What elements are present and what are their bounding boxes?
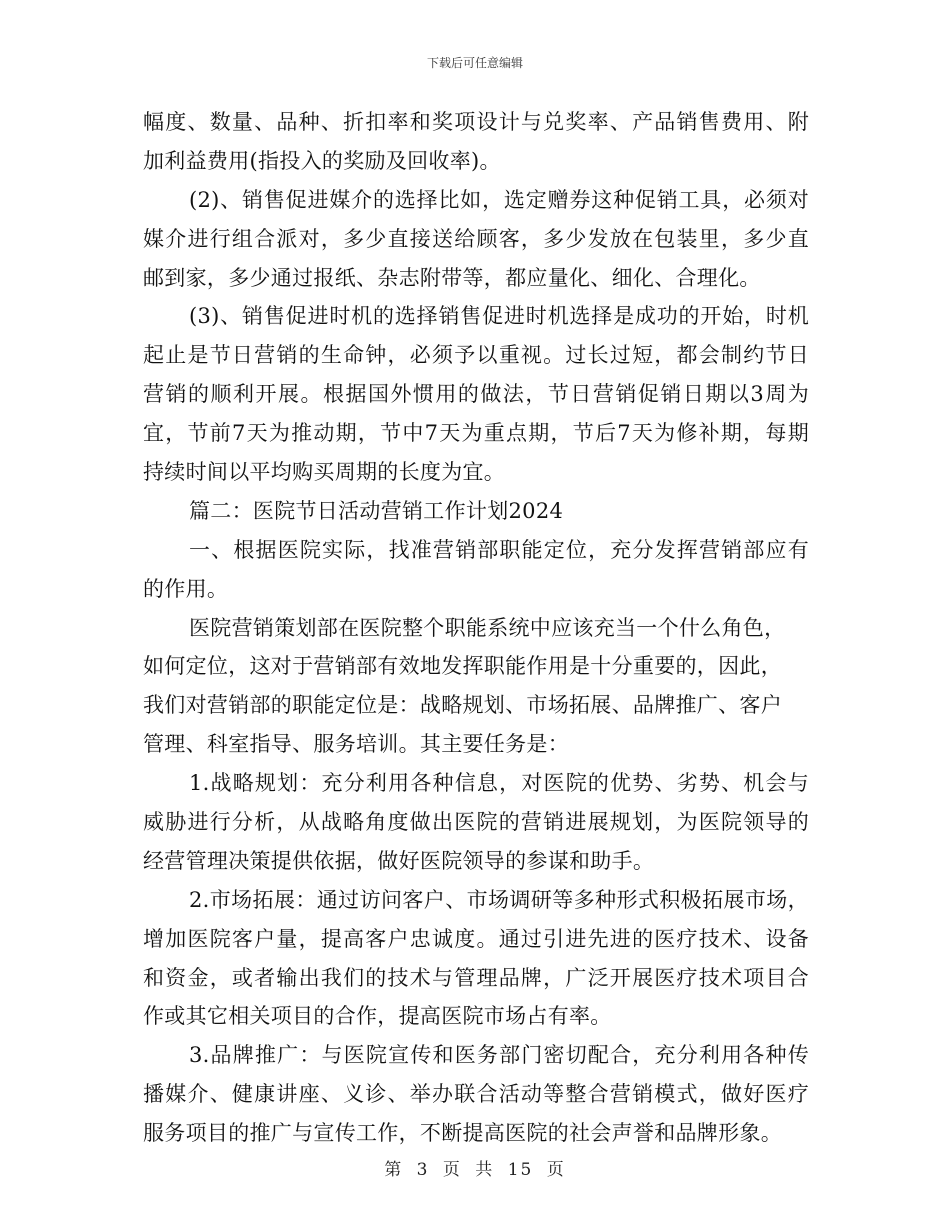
text-line: 增加医院客户量，提高客户忠诚度。通过引进先进的医疗技术、设备: [143, 926, 809, 951]
text-line: 媒介进行组合派对，多少直接送给顾客，多少发放在包装里，多少直: [143, 226, 809, 251]
text-line: 篇二：医院节日活动营销工作计划2024: [189, 498, 564, 523]
text-line: 加利益费用(指投入的奖励及回收率)。: [143, 148, 501, 173]
text-line: 幅度、数量、品种、折扣率和奖项设计与兑奖率、产品销售费用、附: [143, 110, 809, 134]
page-number: 第 3 页 共 15 页: [384, 1160, 566, 1180]
text-line: (3)、销售促进时机的选择销售促进时机选择是成功的开始，时机: [189, 304, 809, 329]
text-line: 持续时间以平均购买周期的长度为宜。: [143, 460, 506, 485]
text-line: 威胁进行分析，从战略角度做出医院的营销进展规划，为医院领导的: [143, 810, 809, 835]
page-header: 下载后可任意编辑: [426, 56, 523, 70]
text-line: 一、根据医院实际，找准营销部职能定位，充分发挥营销部应有: [189, 537, 809, 562]
text-line: 宜，节前7天为推动期，节中7天为重点期，节后7天为修补期，每期: [143, 421, 809, 446]
text-line: 我们对营销部的职能定位是：战略规划、市场拓展、品牌推广、客户: [143, 693, 782, 718]
text-line: 服务项目的推广与宣传工作，不断提高医院的社会声誉和品牌形象。: [143, 1121, 782, 1146]
text-line: 邮到家，多少通过报纸、杂志附带等，都应量化、细化、合理化。: [143, 265, 761, 290]
text-line: 和资金，或者输出我们的技术与管理品牌，广泛开展医疗技术项目合: [143, 965, 809, 990]
document-body: [143, 103, 809, 1153]
text-line: 营销的顺利开展。根据国外惯用的做法，节日营销促销日期以3周为: [143, 382, 809, 407]
text-line: 2.市场拓展：通过访问客户、市场调研等多种形式积极拓展市场，: [189, 887, 809, 912]
text-line: 管理、科室指导、服务培训。其主要任务是：: [143, 732, 569, 757]
text-line: (2)、销售促进媒介的选择比如，选定赠券这种促销工具，必须对: [189, 187, 809, 212]
text-line: 经营管理决策提供依据，做好医院领导的参谋和助手。: [143, 848, 655, 873]
text-line: 作或其它相关项目的合作，提高医院市场占有率。: [143, 1004, 612, 1029]
text-line: 3.品牌推广：与医院宣传和医务部门密切配合，充分利用各种传: [189, 1043, 809, 1068]
text-line: 1.战略规划：充分利用各种信息，对医院的优势、劣势、机会与: [189, 771, 809, 796]
text-line: 的作用。: [143, 576, 229, 601]
text-line: 医院营销策划部在医院整个职能系统中应该充当一个什么角色，: [189, 615, 786, 640]
text-line: 播媒介、健康讲座、义诊、举办联合活动等整合营销模式，做好医疗: [143, 1082, 809, 1107]
text-line: 如何定位，这对于营销部有效地发挥职能作用是十分重要的，因此，: [143, 654, 782, 679]
text-line: 起止是节日营销的生命钟，必须予以重视。过长过短，都会制约节日: [143, 343, 809, 368]
